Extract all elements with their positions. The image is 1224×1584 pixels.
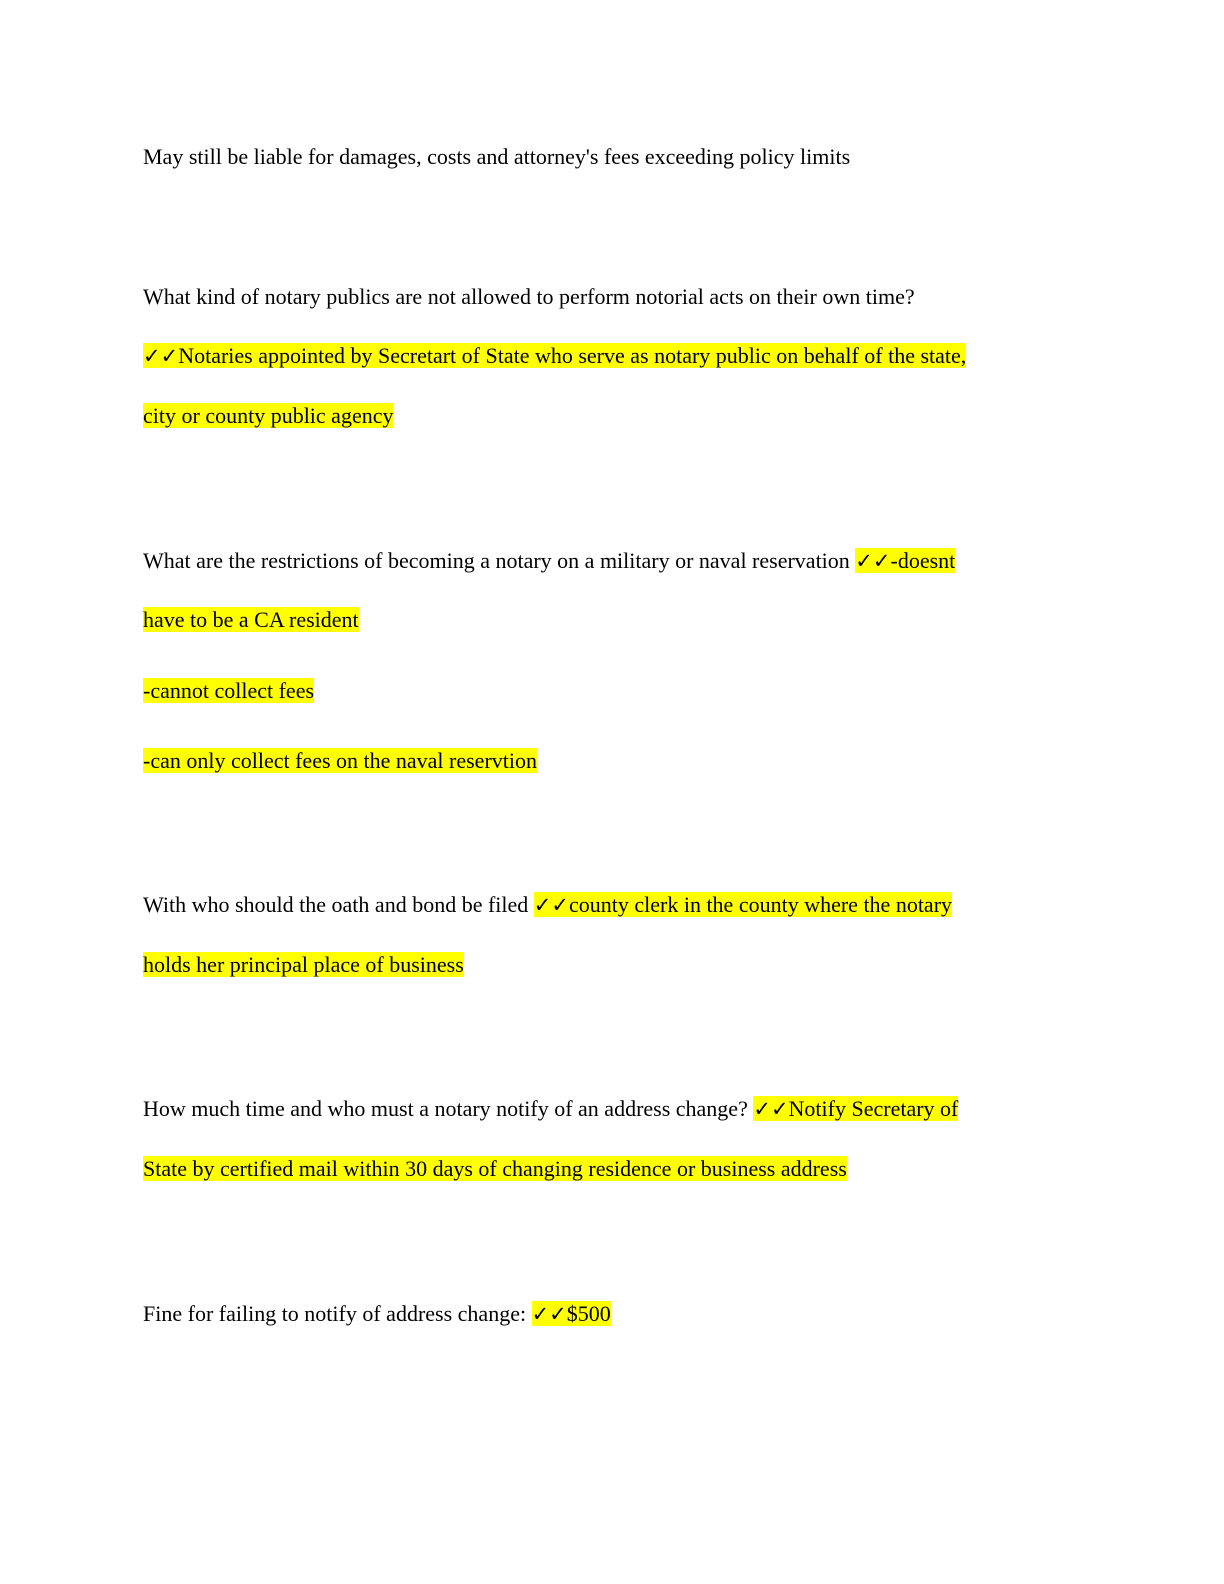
question-text: May still be liable for damages, costs and attorney's fees exceeding policy limits	[143, 144, 851, 169]
double-check-icon: ✓✓	[753, 1097, 789, 1121]
double-check-icon: ✓✓	[531, 1302, 567, 1326]
question-line-oath-bond	[143, 889, 952, 921]
question-line-military-reservation	[143, 545, 955, 577]
answer-line-bullet	[143, 745, 537, 777]
question-line-fine	[143, 1298, 611, 1330]
question-line-notary-own-time	[143, 281, 915, 313]
answer-line-continuation	[143, 949, 464, 981]
question-text: What kind of notary publics are not allowed to perform notorial acts on their own time?	[143, 284, 915, 309]
answer-text: -cannot collect fees	[143, 678, 315, 703]
answer-highlight	[143, 403, 393, 428]
question-text: With who should the oath and bond be filed	[143, 892, 534, 917]
answer-highlight	[143, 748, 537, 773]
answer-highlight	[143, 678, 314, 703]
answer-text: -can only collect fees on the naval reservtion	[143, 748, 538, 773]
answer-text: county clerk in the county where the notary	[568, 892, 953, 917]
question-text: What are the restrictions of becoming a notary on a military or naval reservation	[143, 548, 856, 573]
answer-line-continuation	[143, 1153, 847, 1185]
answer-line-notary-own-time	[143, 340, 966, 372]
answer-line-continuation	[143, 604, 359, 636]
answer-text: city or county public agency	[143, 403, 394, 428]
answer-text: -doesnt	[890, 548, 956, 573]
question-text: Fine for failing to notify of address change:	[143, 1301, 532, 1326]
answer-text: have to be a CA resident	[143, 607, 359, 632]
answer-text: $500	[566, 1301, 611, 1326]
answer-highlight	[532, 1301, 611, 1326]
answer-highlight	[143, 607, 359, 632]
question-line-address-change	[143, 1093, 958, 1125]
answer-text: holds her principal place of business	[143, 952, 464, 977]
answer-line-bullet	[143, 675, 314, 707]
answer-text: Notify Secretary of	[788, 1096, 959, 1121]
answer-highlight	[534, 892, 952, 917]
answer-highlight	[855, 548, 955, 573]
answer-text: Notaries appointed by Secretart of State who serve as notary public on behalf of the state,	[178, 343, 967, 368]
double-check-icon: ✓✓	[143, 344, 179, 368]
question-text: How much time and who must a notary notify of an address change?	[143, 1096, 754, 1121]
answer-highlight	[143, 952, 464, 977]
answer-text: State by certified mail within 30 days of changing residence or business address	[143, 1156, 847, 1181]
answer-highlight	[753, 1096, 958, 1121]
text-line-liability	[143, 141, 850, 173]
answer-highlight	[143, 343, 966, 368]
double-check-icon: ✓✓	[855, 549, 891, 573]
double-check-icon: ✓✓	[533, 893, 569, 917]
answer-highlight	[143, 1156, 847, 1181]
answer-line-continuation	[143, 400, 393, 432]
